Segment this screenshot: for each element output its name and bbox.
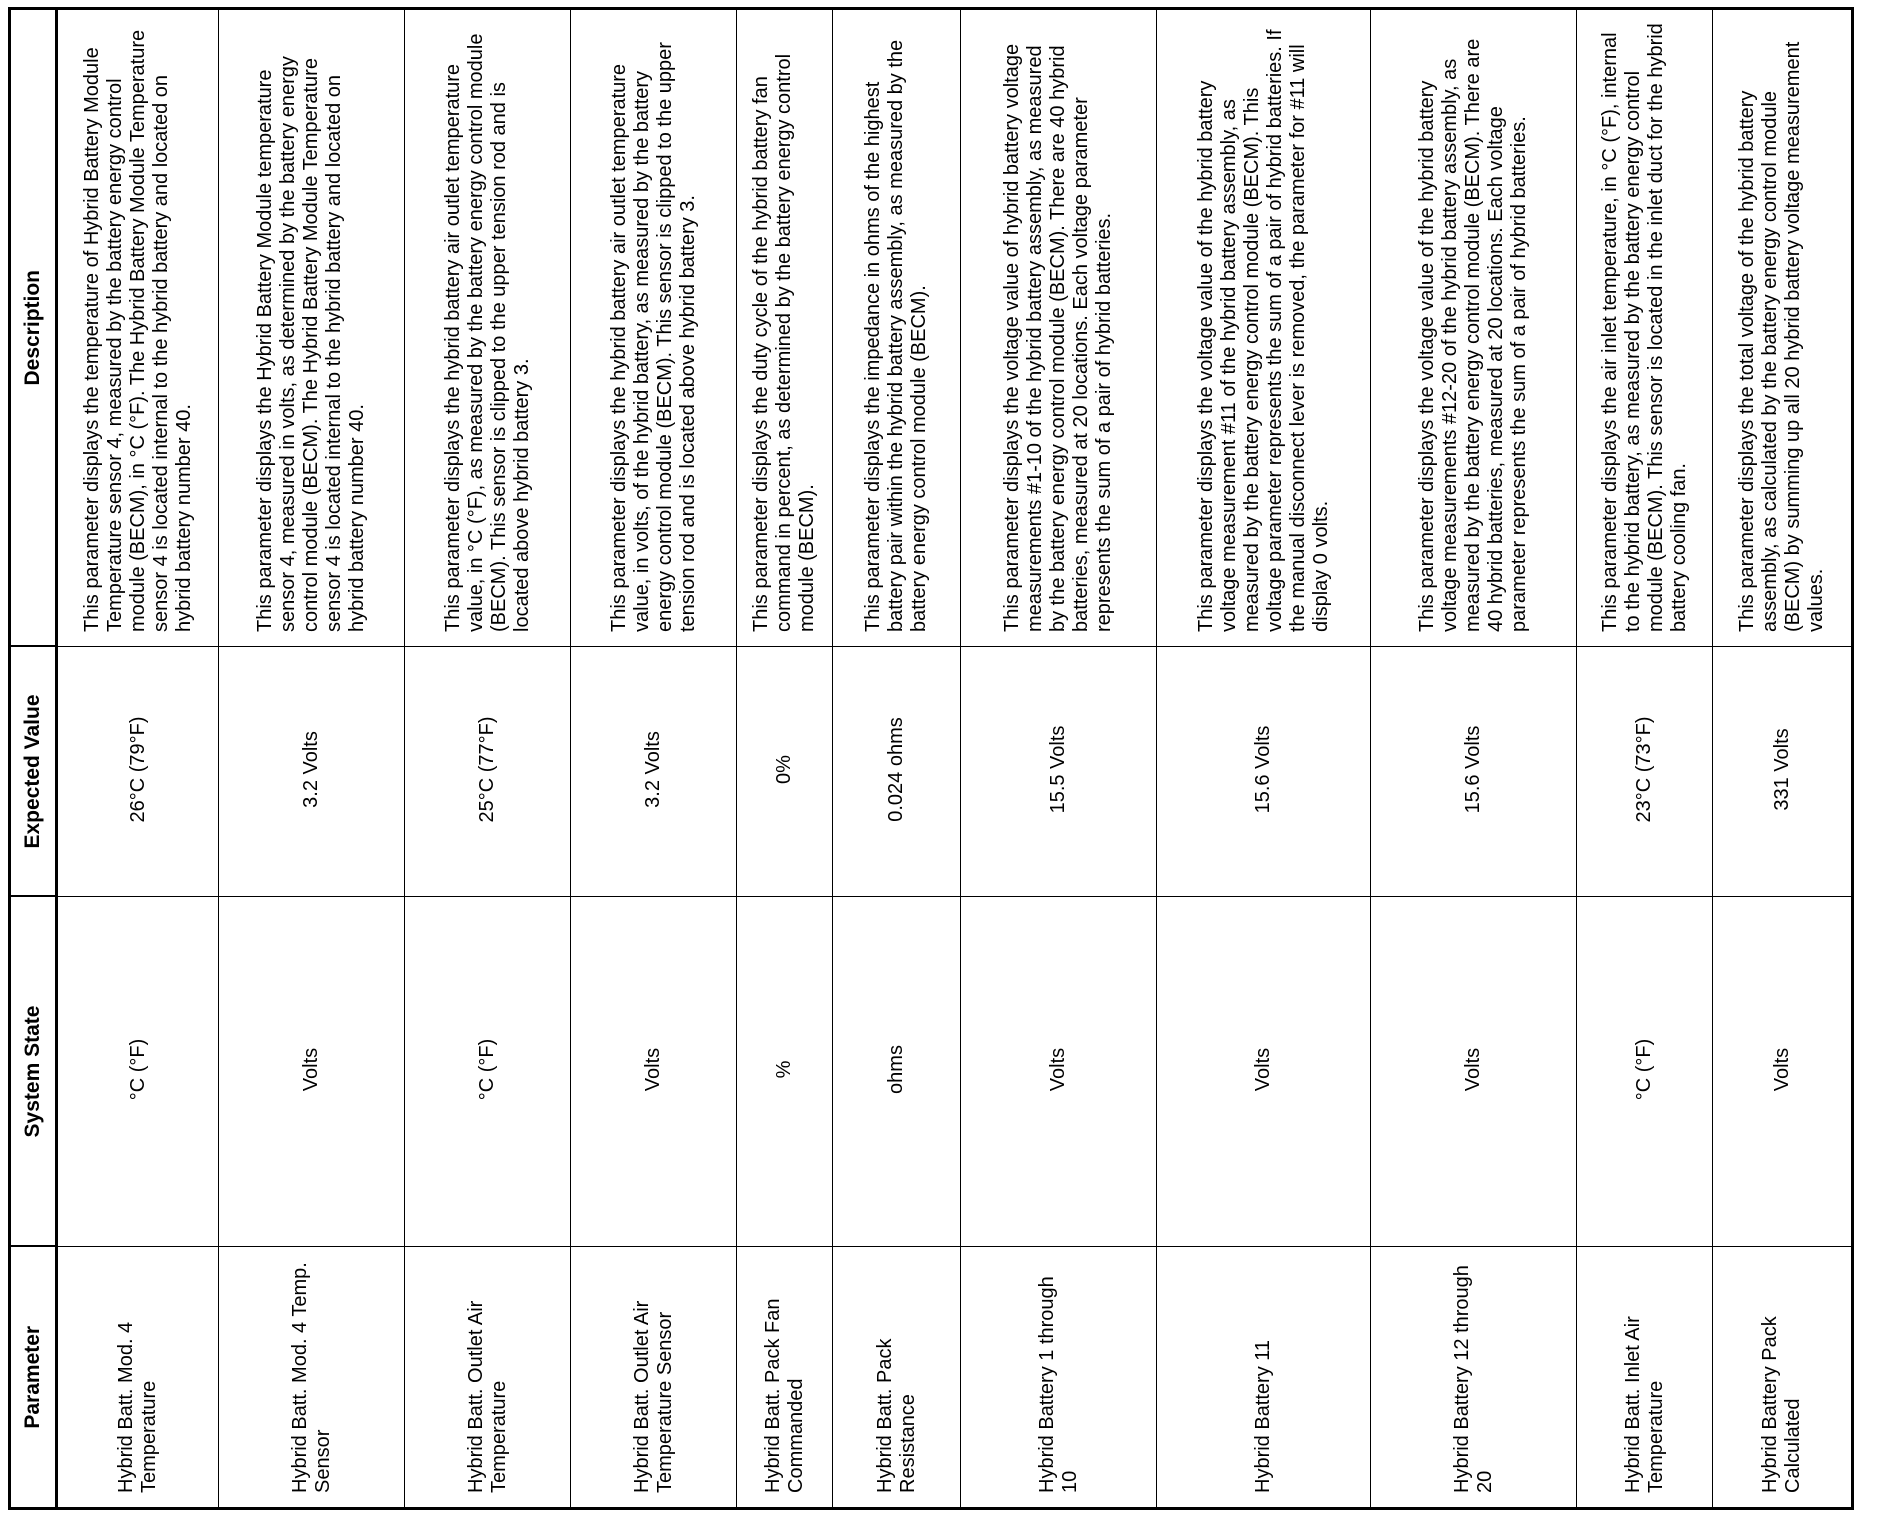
parameter-cell: Hybrid Battery 12 through 20 — [1371, 1247, 1577, 1509]
parameter-cell: Hybrid Battery Pack Calculated — [1713, 1247, 1853, 1509]
parameter-cell: Hybrid Batt. Pack Resistance — [833, 1247, 961, 1509]
system-state-cell: Volts — [1713, 897, 1853, 1247]
table-row — [405, 9, 571, 1509]
description-cell: This parameter displays the temperature of Hybrid Battery Module Temperature sensor 4, measured by the battery energy control module (BECM), in °C (°F). The Hybrid Battery Module Temperature sensor 4 is located internal to the hybrid battery and located on hybrid battery number 40. — [57, 9, 219, 647]
parameter-cell: Hybrid Batt. Outlet Air Temperature — [405, 1247, 571, 1509]
parameter-cell: Hybrid Battery 1 through 10 — [961, 1247, 1157, 1509]
table-row — [219, 9, 405, 1509]
description-cell: This parameter displays the air inlet temperature, in °C (°F), internal to the hybrid battery, as measured by the battery energy control module (BECM). This sensor is located in the inlet duct for the hybrid battery cooling fan. — [1577, 9, 1713, 647]
table-row — [833, 9, 961, 1509]
description-cell: This parameter displays the voltage value of the hybrid battery voltage measurement #11 of the hybrid battery assembly, as measured by the battery energy control module (BECM). This voltage parameter represents the sum of a pair of hybrid batteries. If the manual disconnect lever is removed, the parameter for #11 will display 0 volts. — [1157, 9, 1371, 647]
parameter-cell: Hybrid Batt. Inlet Air Temperature — [1577, 1247, 1713, 1509]
system-state-cell: °C (°F) — [1577, 897, 1713, 1247]
description-cell: This parameter displays the voltage value of hybrid battery voltage measurements #1-10 of the hybrid battery assembly, as measured by the battery energy control module (BECM). There are 40 hybrid batteries, measured at 20 locations. Each voltage parameter represents the sum of a pair of hybrid batteries. — [961, 9, 1157, 647]
system-state-cell: Volts — [1157, 897, 1371, 1247]
expected-value-cell: 25°C (77°F) — [405, 647, 571, 897]
description-cell: This parameter displays the Hybrid Battery Module temperature sensor 4, measured in volts, as determined by the battery energy control module (BECM). The Hybrid Battery Module Temperature sensor 4 is located internal to the hybrid battery and located on hybrid battery number 40. — [219, 9, 405, 647]
description-cell: This parameter displays the hybrid battery air outlet temperature value, in °C (°F), as measured by the battery energy control module (BECM). This sensor is clipped to the upper tension rod and is located above hybrid battery 3. — [405, 9, 571, 647]
parameter-table — [8, 7, 1854, 1510]
expected-value-cell: 15.6 Volts — [1371, 647, 1577, 897]
description-cell: This parameter displays the hybrid battery air outlet temperature value, in volts, of the hybrid battery, as measured by the battery energy control module (BECM). This sensor is clipped to the upper tension rod and is located above hybrid battery 3. — [571, 9, 737, 647]
description-cell: This parameter displays the voltage value of the hybrid battery voltage measurements #12-20 of the hybrid battery assembly, as measured by the battery energy control module (BECM). There are 40 hybrid batteries, measured at 20 locations. Each voltage parameter represents the sum of a pair of hybrid batteries. — [1371, 9, 1577, 647]
description-cell: This parameter displays the total voltage of the hybrid battery assembly, as calculated by the battery energy control module (BECM) by summing up all 20 hybrid battery voltage measurement values. — [1713, 9, 1853, 647]
system-state-cell: % — [737, 897, 833, 1247]
table-row — [1713, 9, 1853, 1509]
parameter-cell: Hybrid Battery 11 — [1157, 1247, 1371, 1509]
system-state-cell: Volts — [219, 897, 405, 1247]
system-state-cell: °C (°F) — [57, 897, 219, 1247]
parameter-cell: Hybrid Batt. Mod. 4 Temperature — [57, 1247, 219, 1509]
expected-value-cell: 26°C (79°F) — [57, 647, 219, 897]
expected-value-cell: 0% — [737, 647, 833, 897]
system-state-cell: Volts — [571, 897, 737, 1247]
system-state-cell: Volts — [961, 897, 1157, 1247]
expected-value-cell: 23°C (73°F) — [1577, 647, 1713, 897]
table-row — [1157, 9, 1371, 1509]
expected-value-cell: 15.5 Volts — [961, 647, 1157, 897]
expected-value-cell: 0.024 ohms — [833, 647, 961, 897]
table-row — [1371, 9, 1577, 1509]
header-expected-value: Expected Value — [10, 647, 57, 897]
description-cell: This parameter displays the duty cycle of the hybrid battery fan command in percent, as determined by the battery energy control module (BECM). — [737, 9, 833, 647]
table-row — [961, 9, 1157, 1509]
header-description: Description — [10, 9, 57, 647]
header-row — [10, 9, 57, 1509]
table-row — [571, 9, 737, 1509]
expected-value-cell: 15.6 Volts — [1157, 647, 1371, 897]
header-parameter: Parameter — [10, 1247, 57, 1509]
parameter-cell: Hybrid Batt. Mod. 4 Temp. Sensor — [219, 1247, 405, 1509]
header-system-state: System State — [10, 897, 57, 1247]
description-cell: This parameter displays the impedance in ohms of the highest battery pair within the hybrid battery assembly, as measured by the battery energy control module (BECM). — [833, 9, 961, 647]
parameter-cell: Hybrid Batt. Outlet Air Temperature Sensor — [571, 1247, 737, 1509]
expected-value-cell: 3.2 Volts — [219, 647, 405, 897]
parameter-cell: Hybrid Batt. Pack Fan Commanded — [737, 1247, 833, 1509]
system-state-cell: ohms — [833, 897, 961, 1247]
expected-value-cell: 331 Volts — [1713, 647, 1853, 897]
expected-value-cell: 3.2 Volts — [571, 647, 737, 897]
table-row — [737, 9, 833, 1509]
system-state-cell: °C (°F) — [405, 897, 571, 1247]
table-row — [1577, 9, 1713, 1509]
system-state-cell: Volts — [1371, 897, 1577, 1247]
table-row — [57, 9, 219, 1509]
